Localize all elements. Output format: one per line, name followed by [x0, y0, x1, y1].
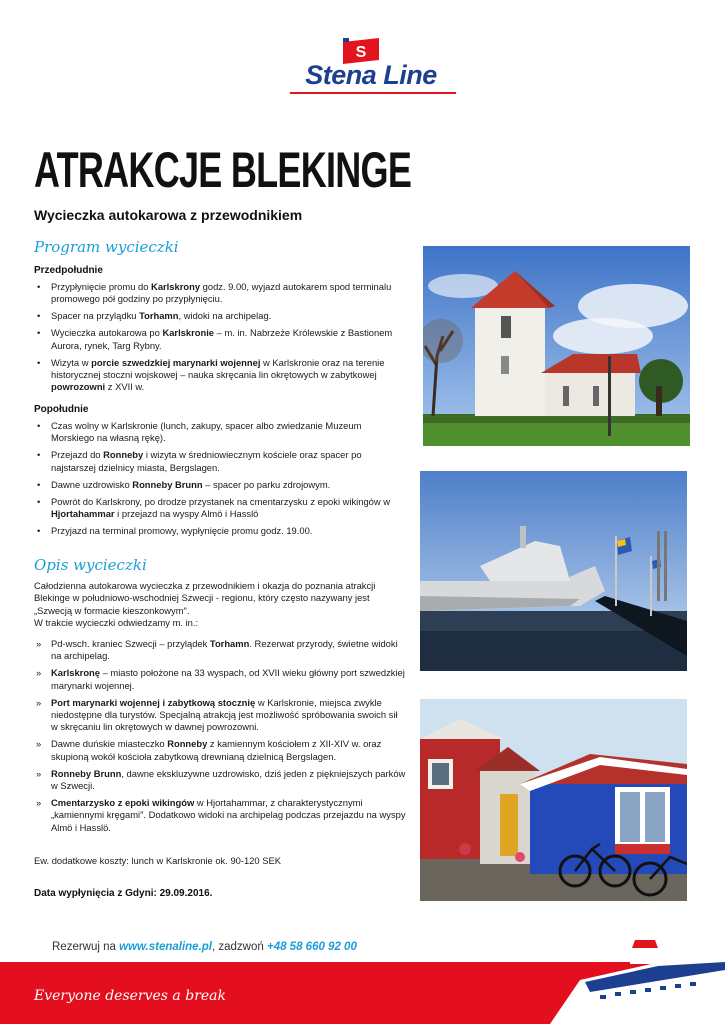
description-list	[34, 638, 406, 839]
description-intro	[34, 580, 406, 630]
list-item	[34, 479, 406, 491]
list-item-text: Powrót do Karlskrony, po drodze przystanek na cmentarzysku z epoki wikingów w	[51, 495, 391, 507]
naval-ship-photo	[420, 471, 687, 671]
list-item-text: Pd-wsch. kraniec Szwecji – przylądek	[51, 638, 210, 649]
list-item	[34, 310, 406, 322]
list-item-text: Spacer na przylądku	[51, 310, 140, 322]
wooden-houses-photo	[420, 699, 687, 901]
list-item-text: z kamiennym kościołem z XII-XIV w. oraz skupioną wokół kościoła zabytkową drewnianą dzielnicą Bergslagen.	[51, 738, 382, 762]
list-item	[34, 667, 406, 692]
list-item-text: Czas wolny w Karlskronie (lunch, zakupy, spacer albo zwiedzanie Muzeum Morskiego na własną rękę).	[51, 420, 362, 444]
list-item-text: Wycieczka autokarowa po	[51, 327, 163, 339]
logo-underline	[290, 92, 456, 94]
list-item-bold: Karlskronę	[51, 667, 100, 679]
book-prefix: Rezerwuj na	[52, 941, 120, 953]
list-item-bold: Karlskrony	[151, 281, 201, 292]
list-item	[34, 697, 406, 734]
list-item-text: Przypłynięcie promu do	[51, 281, 152, 292]
list-item	[34, 281, 406, 306]
phone-link[interactable]: +48 58 660 92 00	[266, 941, 357, 953]
list-item-bold: Port marynarki wojennej i zabytkową stocznię	[51, 696, 256, 708]
extra-costs: Ew. dodatkowe koszty: lunch w Karlskronie ok. 90-120 SEK	[34, 855, 281, 866]
list-item-text: – spacer po parku zdrojowym.	[202, 478, 331, 490]
afternoon-label: Popołudnie	[34, 404, 89, 415]
list-item-text: w Karlskronie, miejsca zwykle niedostępne dla turystów. Specjalną atrakcją jest możliwość spróbowania swoich sił w skręcaniu lin okrętowych w dawnej powrozowni.	[51, 696, 398, 733]
description-heading: Opis wycieczki	[34, 556, 147, 574]
page-title: ATRAKCJE BLEKINGE	[34, 142, 412, 198]
logo-flag-letter: S	[355, 44, 367, 61]
afternoon-list	[34, 420, 406, 542]
list-item-bold: porcie szwedzkiej marynarki wojennej	[91, 356, 261, 368]
list-item-text: w Karlskronie oraz na terenie historycznej stoczni wojskowej – nauka skręcania lin okrętowych w zabytkowej	[51, 356, 385, 380]
list-item	[34, 357, 406, 394]
list-item	[34, 449, 406, 474]
list-item-text: Dawne duńskie miasteczko	[51, 738, 168, 750]
list-item	[34, 496, 406, 521]
list-item	[34, 420, 406, 445]
website-link[interactable]: www.stenaline.pl	[119, 941, 212, 953]
list-item-bold: Torhamn	[139, 310, 179, 322]
list-item-text: i przejazd na wyspy Almö i Hasslö	[114, 507, 259, 519]
call-prefix: , zadzwoń	[212, 941, 267, 953]
list-item-text: . Rezerwat przyrody, świetne widoki na archipelag.	[51, 638, 398, 662]
list-item-text: Wizyta w	[51, 356, 92, 368]
list-item-text: i wizyta w średniowiecznym kościele oraz spacer po najstarszej dzielnicy miasta, Bergslagen.	[51, 449, 362, 473]
list-item	[34, 797, 406, 834]
list-item-text: z XVII w.	[105, 381, 145, 393]
list-item	[34, 638, 406, 663]
list-item-bold: Ronneby	[103, 449, 144, 461]
brand-logo-text: Stena Line	[305, 60, 437, 90]
list-item	[34, 738, 406, 763]
list-item-bold: Cmentarzysko z epoki wikingów	[51, 796, 195, 808]
list-item-text: , widoki na archipelag.	[178, 310, 272, 322]
list-item-text: godz. 9.00, wyjazd autokarem spod terminalu promowego pół godziny po przypłynięciu.	[51, 281, 392, 305]
list-item-bold: Ronneby Brunn	[132, 478, 203, 490]
list-item-text: Dawne uzdrowisko	[51, 478, 133, 490]
list-item-text: , dawne ekskluzywne uzdrowisko, dziś jeden z piękniejszych parków w Szwecji.	[51, 767, 406, 792]
program-heading: Program wycieczki	[34, 238, 179, 256]
list-item-bold: Torhamn	[209, 638, 250, 649]
list-item	[34, 327, 406, 352]
description-intro-text: Całodzienna autokarowa wycieczka z przewodnikiem i okazja do poznania atrakcji Blekinge w południowo-wschodniej Szwecji - regionu, który często nazywany jest „Szwecją w formacie kieszonkowym".	[34, 580, 376, 616]
departure-date: Data wypłynięcia z Gdyni: 29.09.2016.	[34, 888, 213, 899]
list-item-bold: Ronneby Brunn	[51, 767, 122, 779]
list-item-text: – m. in. Nabrzeże Królewskie z Bastionem Aurora, rynek, Targ Rybny.	[51, 327, 393, 351]
list-item-bold: Hjortahammar	[51, 507, 115, 519]
list-item	[34, 525, 406, 537]
list-item-bold: Karlskronie	[162, 327, 215, 339]
page-subtitle: Wycieczka autokarowa z przewodnikiem	[34, 207, 303, 223]
morning-label: Przedpołudnie	[34, 265, 103, 276]
list-item-bold: Ronneby	[167, 738, 208, 750]
list-item	[34, 768, 406, 793]
list-item-text: – miasto położone na 33 wyspach, od XVII wieku główny port szwedzkiej marynarki wojennej.	[51, 667, 405, 691]
list-item-text: Przejazd do	[51, 449, 104, 461]
list-item-text: w Hjortahammar, z charakterystycznymi „kamiennymi kręgami". Dodatkowo widoki na archipelag podczas przejazdu na wyspy Almö i Hasslö.	[51, 796, 406, 833]
list-item-text: Przyjazd na terminal promowy, wypłynięcie promu godz. 19.00.	[51, 524, 313, 536]
list-item-bold: powrozowni	[51, 381, 106, 393]
contact-line	[52, 941, 357, 953]
morning-list	[34, 281, 406, 398]
description-intro-visit: W trakcie wycieczki odwiedzamy m. in.:	[34, 617, 199, 629]
church-photo	[423, 246, 690, 446]
footer-slogan: Everyone deserves a break	[34, 988, 227, 1004]
ferry-ship-icon	[540, 940, 725, 1024]
